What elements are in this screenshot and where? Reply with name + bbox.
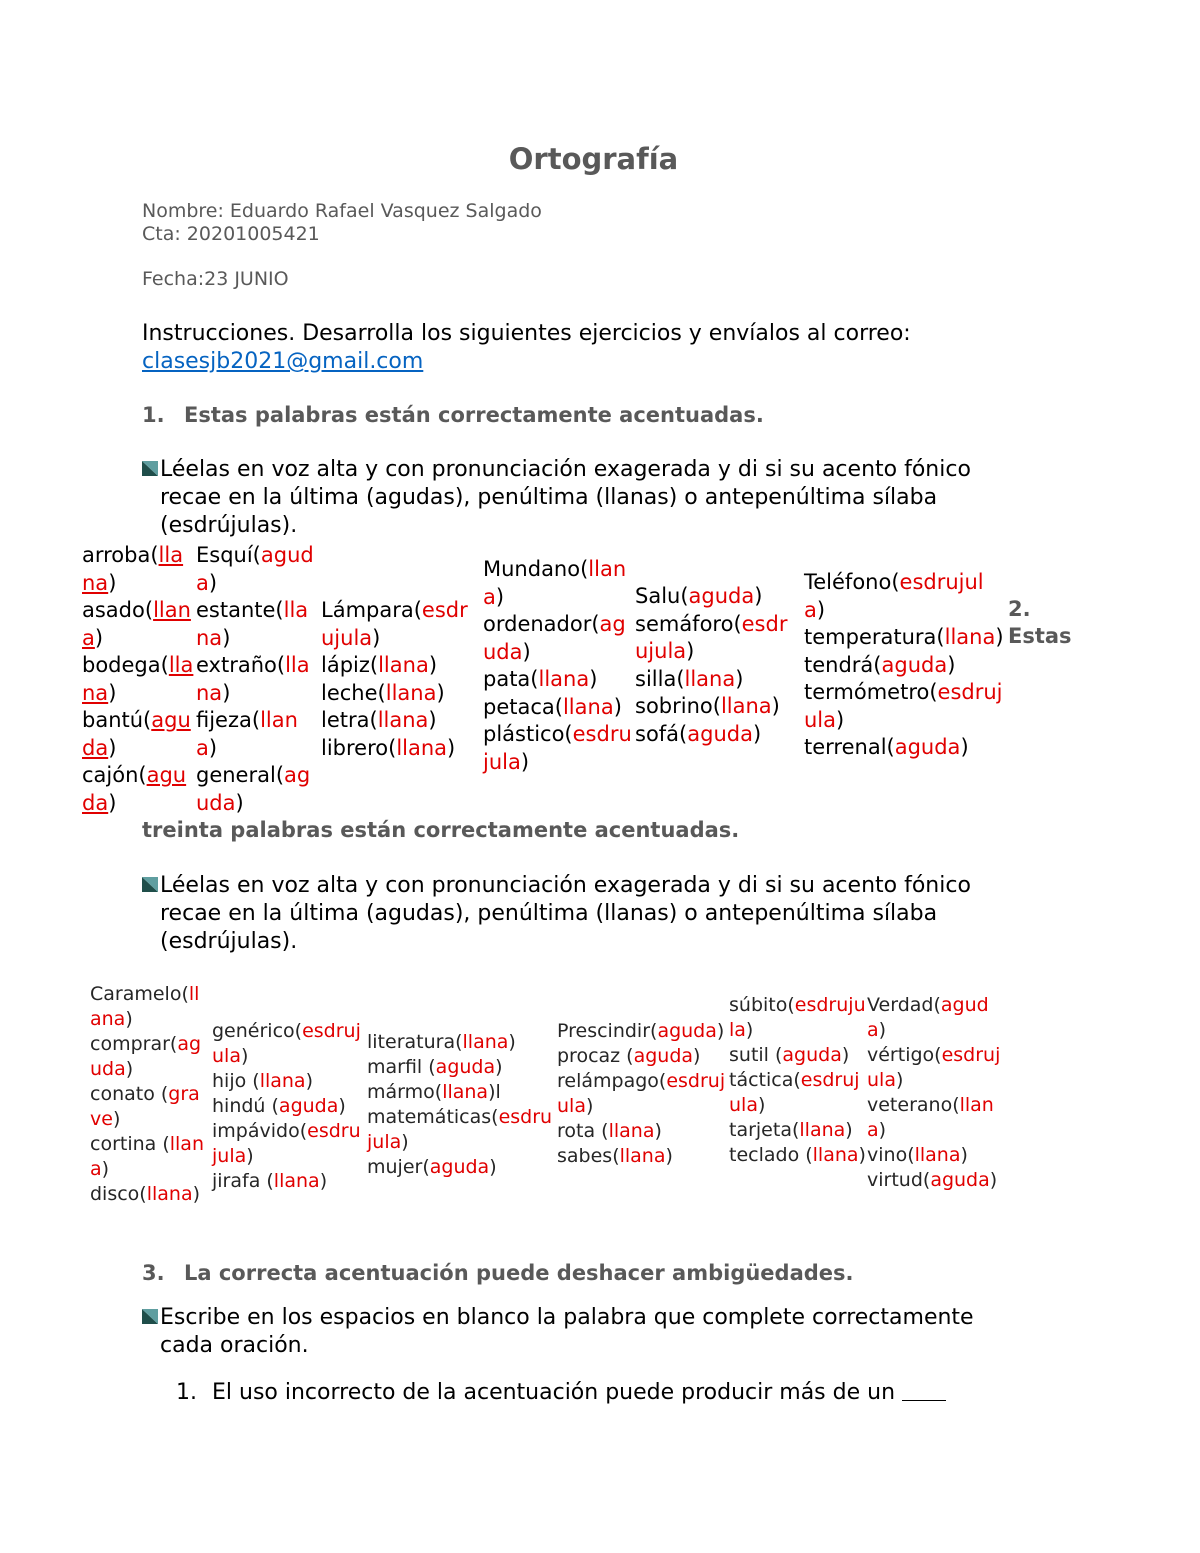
answer-text: llana — [867, 1094, 994, 1141]
section2-column — [90, 982, 210, 1207]
answer-text: llana — [82, 598, 191, 650]
answer-text: llana — [146, 1183, 193, 1205]
word-text: cortina ( — [90, 1133, 170, 1155]
word-suffix: )l — [488, 1081, 501, 1103]
answer-text: llana — [483, 557, 627, 609]
word-item — [635, 583, 800, 611]
word-suffix: ) — [989, 1169, 998, 1191]
word-suffix: ) — [960, 735, 969, 759]
word-suffix: ) — [757, 1094, 766, 1116]
answer-text: llana — [799, 1119, 846, 1141]
answer-text: llana — [196, 598, 309, 650]
word-suffix: ) — [401, 1131, 409, 1153]
word-text: pata( — [483, 667, 539, 691]
word-suffix: ) — [508, 1031, 516, 1053]
answer-text: aguda — [90, 1033, 202, 1080]
word-item — [212, 1069, 364, 1094]
section2-column — [367, 1030, 557, 1180]
word-item — [729, 1068, 867, 1118]
answer-text: esdrujula — [729, 994, 866, 1041]
word-suffix: ) — [495, 584, 505, 609]
word-suffix: ) — [319, 1170, 328, 1192]
word-text: Prescindir( — [557, 1020, 658, 1042]
word-text: veterano( — [867, 1094, 960, 1116]
word-text: Teléfono( — [804, 570, 900, 594]
word-item — [321, 680, 481, 708]
word-text: súbito( — [729, 994, 795, 1016]
word-suffix: ) — [520, 749, 530, 774]
student-account: Cta: 20201005421 — [142, 223, 320, 245]
word-text: literatura( — [367, 1031, 463, 1053]
answer-text: aguda — [867, 994, 989, 1041]
word-suffix: ) — [735, 666, 744, 691]
page-title: Ortografía — [508, 142, 679, 176]
word-suffix: ) — [108, 570, 117, 595]
word-text: asado( — [82, 598, 154, 622]
word-suffix: ) — [522, 639, 531, 664]
word-suffix: ) — [716, 1020, 725, 1042]
section1-bullet-line3: (esdrújulas). — [160, 513, 298, 538]
word-suffix: ) — [208, 735, 218, 760]
word-item — [90, 1132, 210, 1182]
answer-text: esdrujula — [212, 1120, 361, 1167]
word-suffix: ) — [960, 1144, 968, 1166]
word-text: tendrá( — [804, 652, 882, 677]
word-text: Esquí( — [196, 543, 261, 567]
answer-text: aguda — [687, 721, 753, 746]
section3-heading-text: La correcta acentuación puede deshacer ambigüedades. — [184, 1261, 854, 1285]
word-item — [367, 1105, 557, 1155]
word-item — [212, 1169, 364, 1194]
word-suffix: ) — [495, 1056, 503, 1078]
section1-number: 1. — [142, 403, 165, 427]
section2-bullet-line3: (esdrújulas). — [160, 929, 298, 954]
answer-text: llana — [196, 653, 310, 705]
answer-text: llana — [684, 666, 736, 691]
bullet-icon — [142, 877, 158, 892]
word-text: teclado ( — [729, 1144, 813, 1166]
instructions-text: Instrucciones. Desarrolla los siguientes ejercicios y envíalos al correo: — [142, 321, 911, 346]
word-suffix: ) — [94, 625, 104, 650]
answer-text: esdrujula — [635, 611, 788, 663]
word-text: vértigo( — [867, 1044, 942, 1066]
word-text: comprar( — [90, 1033, 178, 1055]
word-suffix: ) — [112, 1108, 121, 1130]
word-suffix: ) — [878, 1019, 887, 1041]
word-text: bodega( — [82, 653, 169, 677]
word-item — [483, 694, 635, 722]
word-text: sofá( — [635, 721, 688, 746]
word-item — [557, 1019, 729, 1044]
word-suffix: ) — [878, 1119, 887, 1141]
word-suffix: ) — [754, 584, 763, 608]
word-text: lápiz( — [321, 653, 379, 677]
answer-text: llana — [82, 653, 194, 705]
word-text: bantú( — [82, 708, 152, 732]
word-text: temperatura( — [804, 625, 945, 649]
word-text: procaz ( — [557, 1045, 634, 1067]
word-item — [804, 734, 1004, 762]
word-item — [867, 993, 1007, 1043]
word-text: Mundano( — [483, 557, 589, 581]
word-text: Salu( — [635, 584, 689, 608]
word-item — [804, 679, 1004, 734]
date: Fecha:23 JUNIO — [142, 268, 289, 290]
section3-number: 3. — [142, 1261, 165, 1285]
word-suffix: ) — [589, 667, 598, 691]
answer-text: esdrujula — [483, 722, 632, 774]
section1-column — [321, 597, 481, 762]
word-item — [483, 721, 635, 776]
word-text: sutil ( — [729, 1044, 783, 1066]
word-item — [212, 1019, 364, 1069]
answer-text: aguda — [930, 1169, 990, 1191]
word-item — [90, 982, 210, 1032]
section1-bullet-line1: Léelas en voz alta y con pronunciación exagerada y di si su acento fónico — [160, 457, 971, 482]
section3-instruction — [142, 1304, 1042, 1360]
word-item — [804, 652, 1004, 680]
answer-text: llana — [196, 708, 298, 760]
answer-text: grave — [90, 1083, 200, 1130]
word-suffix: ) — [895, 1069, 904, 1091]
word-suffix: ) — [108, 790, 117, 815]
word-suffix: ) — [246, 1145, 254, 1167]
word-suffix: ) — [108, 735, 117, 760]
word-text: extraño( — [196, 653, 286, 677]
word-item — [557, 1044, 729, 1069]
answer-text: aguda — [196, 763, 311, 815]
answer-text: esdrujula — [557, 1070, 726, 1117]
bullet-icon — [142, 461, 158, 476]
word-item — [82, 707, 194, 762]
word-text: mármo( — [367, 1081, 443, 1103]
word-text: relámpago( — [557, 1070, 667, 1092]
answer-text: aguda — [782, 1044, 842, 1066]
word-text: sobrino( — [635, 694, 721, 718]
answer-text: llana — [90, 983, 200, 1030]
word-item — [557, 1144, 729, 1169]
word-text: vino( — [867, 1144, 915, 1166]
answer-text: aguda — [196, 543, 314, 595]
word-suffix: ) — [771, 694, 780, 718]
answer-text: aguda — [657, 1020, 717, 1042]
word-text: genérico( — [212, 1020, 303, 1042]
section2-number-fragment: 2. Estas — [1008, 597, 1072, 648]
word-text: Verdad( — [867, 994, 941, 1016]
answer-text: llana — [82, 543, 184, 595]
word-item — [82, 762, 194, 817]
section3-heading — [142, 1261, 854, 1285]
section1-column — [196, 542, 318, 817]
word-suffix: ) — [447, 735, 456, 760]
word-text: marfil ( — [367, 1056, 436, 1078]
word-text: petaca( — [483, 694, 563, 719]
word-text: fijeza( — [196, 708, 261, 732]
section2-column — [212, 1019, 364, 1194]
section1-bullet-line2: recae en la última (agudas), penúltima (llanas) o antepenúltima sílaba — [160, 485, 938, 510]
word-suffix: ) — [101, 1158, 110, 1180]
answer-text: llana — [462, 1031, 509, 1053]
answer-text: llana — [90, 1133, 204, 1180]
section1-heading — [142, 403, 764, 427]
word-item — [557, 1119, 729, 1144]
word-item — [867, 1168, 1007, 1193]
word-item — [367, 1030, 557, 1055]
answer-text: aguda — [633, 1045, 694, 1067]
word-item — [867, 1143, 1007, 1168]
word-item — [635, 721, 800, 749]
answer-text: esdrujula — [729, 1069, 860, 1116]
word-suffix: ) — [947, 652, 956, 677]
section2-column — [729, 993, 867, 1168]
section1-instruction — [142, 456, 1042, 540]
word-suffix: ) — [613, 694, 622, 719]
word-suffix: ) — [841, 1044, 850, 1066]
word-suffix: ) — [654, 1120, 662, 1142]
word-item — [196, 707, 318, 762]
answer-text: esdrujula — [804, 570, 984, 622]
section2-column — [557, 1019, 729, 1169]
answer-text: aguda — [435, 1056, 496, 1078]
word-item — [321, 735, 481, 763]
word-item — [82, 597, 194, 652]
word-item — [367, 1080, 557, 1105]
answer-text: llana — [396, 735, 448, 760]
word-item — [867, 1043, 1007, 1093]
word-item — [321, 707, 481, 735]
answer-text: aguda — [82, 708, 191, 760]
section2-column — [867, 993, 1007, 1193]
word-suffix: ) — [192, 1183, 201, 1205]
word-suffix: ) — [240, 1045, 249, 1067]
word-text: hindú ( — [212, 1095, 279, 1117]
word-text: táctica( — [729, 1069, 801, 1091]
word-text: rota ( — [557, 1120, 609, 1142]
word-text: cajón( — [82, 763, 147, 787]
word-suffix: ) — [686, 639, 695, 663]
word-item — [196, 597, 318, 652]
word-text: tarjeta( — [729, 1119, 800, 1141]
word-text: ordenador( — [483, 612, 600, 636]
word-suffix: ) — [436, 680, 445, 705]
answer-text: llana — [442, 1081, 489, 1103]
answer-text: llana — [273, 1170, 320, 1192]
answer-text: aguda — [688, 584, 755, 608]
word-suffix: ) — [836, 707, 845, 732]
word-suffix: ) — [665, 1145, 673, 1167]
answer-text: llana — [377, 708, 429, 732]
word-suffix: ) — [693, 1045, 701, 1067]
word-text: librero( — [321, 735, 397, 760]
section1-column — [635, 583, 800, 748]
answer-text: esdrujula — [212, 1020, 361, 1067]
answer-text: aguda — [278, 1095, 339, 1117]
word-text: disco( — [90, 1183, 147, 1205]
word-text: terrenal( — [804, 735, 895, 759]
answer-text: llana — [562, 694, 614, 719]
word-item — [557, 1069, 729, 1119]
answer-text: llana — [812, 1144, 859, 1166]
word-suffix: ) — [208, 570, 218, 595]
bullet-icon — [142, 1309, 158, 1324]
answer-text: llana — [720, 694, 772, 718]
word-suffix: ) — [752, 721, 762, 746]
section3-bullet-line2: cada oración. — [160, 1333, 309, 1358]
section2-instruction — [142, 872, 1042, 956]
word-item — [212, 1119, 364, 1169]
item1-number: 1. — [176, 1380, 197, 1405]
section2-bullet-line1: Léelas en voz alta y con pronunciación exagerada y di si su acento fónico — [160, 873, 971, 898]
answer-text: llana — [914, 1144, 961, 1166]
word-suffix: ) — [585, 1095, 594, 1117]
section1-column — [82, 542, 194, 817]
word-suffix: ) — [305, 1070, 313, 1092]
instructions — [142, 320, 1102, 376]
answer-text: llana — [385, 680, 437, 705]
word-item — [367, 1155, 557, 1180]
word-suffix: ) — [428, 653, 438, 677]
section3-bullet-line1: Escribe en los espacios en blanco la palabra que complete correctamente — [160, 1305, 974, 1330]
word-text: jirafa ( — [212, 1170, 274, 1192]
word-suffix: ) — [338, 1095, 346, 1117]
answer-text: llana — [538, 667, 590, 691]
section2-bullet-line2: recae en la última (agudas), penúltima (llanas) o antepenúltima sílaba — [160, 901, 938, 926]
answer-text: aguda — [429, 1156, 490, 1178]
student-name: Nombre: Eduardo Rafael Vasquez Salgado — [142, 200, 542, 222]
answer-text: llana — [378, 653, 429, 677]
answer-text: llana — [608, 1120, 655, 1142]
answer-text: aguda — [894, 735, 961, 759]
word-item — [212, 1094, 364, 1119]
word-item — [196, 542, 318, 597]
word-text: semáforo( — [635, 611, 742, 636]
section1-column — [483, 556, 635, 776]
word-text: virtud( — [867, 1169, 931, 1191]
word-item — [635, 666, 800, 694]
word-text: mujer( — [367, 1156, 430, 1178]
word-suffix: ) — [108, 680, 117, 705]
word-text: Caramelo( — [90, 983, 189, 1005]
answer-text: llana — [944, 625, 996, 649]
word-item — [729, 1118, 867, 1143]
word-item — [82, 542, 194, 597]
answer-text: llana — [259, 1070, 306, 1092]
word-suffix: ) — [845, 1119, 853, 1141]
word-suffix: ) — [995, 625, 1004, 649]
word-suffix: ) — [235, 790, 244, 815]
word-suffix: ) — [858, 1144, 866, 1166]
word-text: Lámpara( — [321, 598, 422, 622]
answer-text: esdrujula — [367, 1106, 553, 1153]
word-text: plástico( — [483, 722, 573, 746]
answer-text: aguda — [82, 763, 187, 815]
answer-text: esdrujula — [321, 598, 468, 650]
answer-text: esdrujula — [867, 1044, 1001, 1091]
word-item — [804, 624, 1004, 652]
word-item — [729, 993, 867, 1043]
answer-text: aguda — [881, 652, 948, 677]
word-item — [321, 597, 481, 652]
section2-heading: treinta palabras están correctamente acentuadas. — [142, 818, 740, 842]
word-item — [90, 1082, 210, 1132]
word-item — [804, 569, 1004, 624]
word-text: matemáticas( — [367, 1106, 499, 1128]
word-item — [729, 1143, 867, 1168]
word-text: letra( — [321, 708, 378, 732]
word-item — [196, 652, 318, 707]
word-item — [321, 652, 481, 680]
word-suffix: ) — [125, 1058, 134, 1080]
word-item — [90, 1032, 210, 1082]
word-item — [483, 611, 635, 666]
word-text: arroba( — [82, 543, 159, 567]
word-suffix: ) — [489, 1156, 497, 1178]
word-text: sabes( — [557, 1145, 620, 1167]
word-item — [729, 1043, 867, 1068]
answer-text: esdrujula — [804, 680, 1003, 732]
word-item — [635, 693, 800, 721]
word-suffix: ) — [816, 597, 826, 622]
word-text: general( — [196, 763, 285, 787]
word-suffix: ) — [428, 708, 437, 732]
word-text: leche( — [321, 680, 386, 705]
word-suffix: ) — [222, 625, 231, 650]
word-suffix: ) — [125, 1008, 133, 1030]
word-item — [483, 666, 635, 694]
section1-column — [804, 569, 1004, 762]
word-text: conato ( — [90, 1083, 169, 1105]
answer-text: aguda — [483, 612, 626, 664]
word-text: estante( — [196, 598, 284, 622]
item1-text: El uso incorrecto de la acentuación puede producir más de un — [212, 1380, 896, 1405]
word-item — [90, 1182, 210, 1207]
word-suffix: ) — [372, 625, 381, 650]
word-item — [196, 762, 318, 817]
section1-heading-text: Estas palabras están correctamente acentuadas. — [184, 403, 764, 427]
word-item — [483, 556, 635, 611]
word-item — [635, 611, 800, 666]
word-text: termómetro( — [804, 680, 938, 704]
email-link[interactable]: clasesjb2021@gmail.com — [142, 349, 424, 374]
word-text: impávido( — [212, 1120, 308, 1142]
section3-item1 — [176, 1380, 946, 1405]
word-item — [82, 652, 194, 707]
word-item — [867, 1093, 1007, 1143]
word-suffix: ) — [745, 1019, 754, 1041]
word-suffix: ) — [222, 680, 231, 705]
word-text: silla( — [635, 666, 685, 691]
answer-blank[interactable] — [902, 1382, 946, 1401]
word-item — [367, 1055, 557, 1080]
word-text: hijo ( — [212, 1070, 260, 1092]
answer-text: llana — [619, 1145, 666, 1167]
